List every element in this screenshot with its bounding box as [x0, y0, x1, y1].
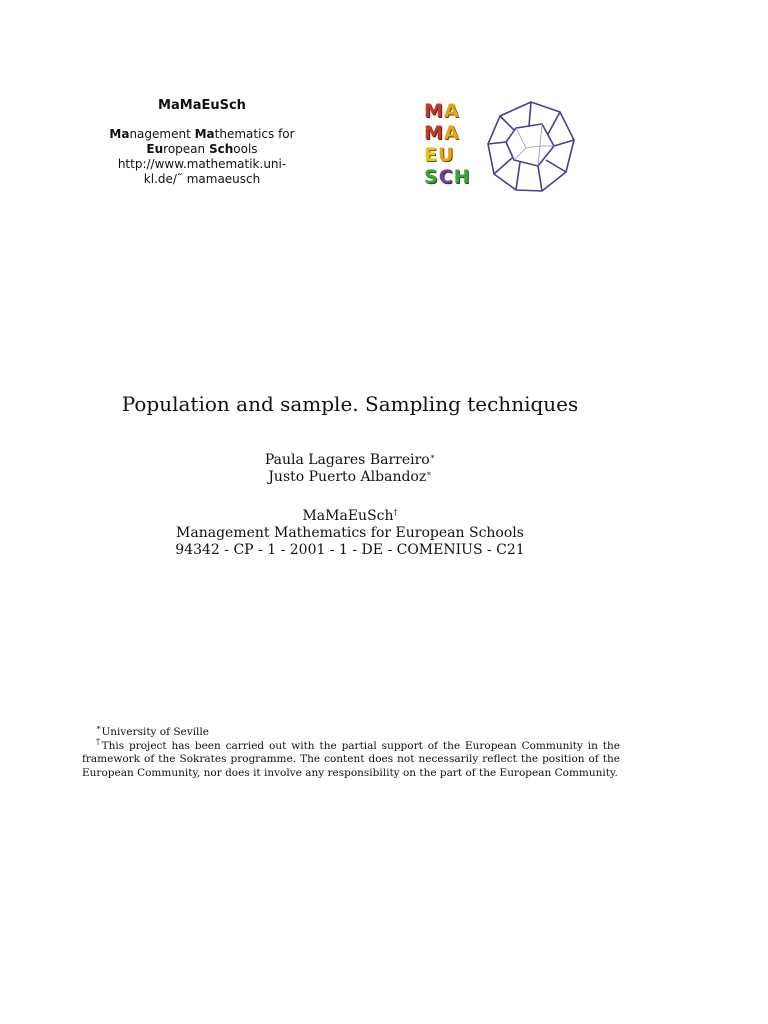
header-line-1	[100, 127, 304, 142]
footnote-1	[82, 723, 620, 740]
logo-row-1: MA	[424, 100, 460, 122]
footnote-2-mark: †	[96, 736, 102, 746]
mamaeusch-logo	[424, 100, 576, 194]
logo-wordmark	[424, 100, 471, 188]
project-name: MaMaEuSch	[302, 508, 394, 524]
footnotes	[82, 723, 621, 780]
author-1-mark: ∗	[429, 452, 436, 461]
dodecahedron-icon	[486, 100, 576, 194]
affiliation-block	[0, 508, 700, 559]
header-line-1-bold-a: Ma	[109, 127, 130, 141]
header-line-2	[100, 142, 304, 157]
footnote-2-text: This project has been carried out with the partial support of the European Community in the framework of the Sokrates programme. The content does not necessarily reflect the position of the European Community, nor does it involve any responsibility on the part of the European Community.	[82, 739, 621, 779]
project-full-name: Management Mathematics for European Schools	[176, 525, 524, 541]
footnote-2	[82, 736, 621, 781]
project-name-line	[0, 508, 700, 525]
header-line-1-bold-b: Ma	[194, 127, 215, 141]
logo-row-4: SCH	[424, 166, 471, 188]
header-line-1-rest-a: nagement	[129, 127, 195, 141]
author-2	[0, 469, 700, 486]
logo-row-2: MA	[424, 122, 460, 144]
author-1	[0, 452, 700, 469]
footnote-1-text: University of Seville	[101, 726, 209, 738]
project-code: 94342 - CP - 1 - 2001 - 1 - DE - COMENIUS - C21	[175, 542, 525, 558]
header-line-2-rest-b: ools	[233, 142, 258, 156]
header-title: MaMaEuSch	[158, 98, 246, 113]
authors-block	[0, 452, 700, 486]
project-mark: †	[393, 508, 398, 517]
header-block	[100, 98, 304, 187]
header-line-1-rest-b: thematics for	[214, 127, 295, 141]
author-2-name: Justo Puerto Albandoz	[268, 469, 427, 485]
header-url-line-1: http://www.mathematik.uni-	[117, 157, 287, 171]
paper-title: Population and sample. Sampling techniques	[121, 392, 579, 416]
header-line-2-rest-a: ropean	[163, 142, 209, 156]
header-line-2-bold-b: Sch	[208, 142, 234, 156]
author-2-mark: ∗	[426, 469, 432, 478]
header-line-2-bold-a: Eu	[146, 142, 164, 156]
author-1-name: Paula Lagares Barreiro	[264, 452, 430, 468]
footnote-1-mark: ∗	[96, 723, 102, 732]
logo-row-3: EU	[424, 144, 455, 166]
header-url-line-2: kl.de/˜ mamaeusch	[143, 172, 261, 186]
